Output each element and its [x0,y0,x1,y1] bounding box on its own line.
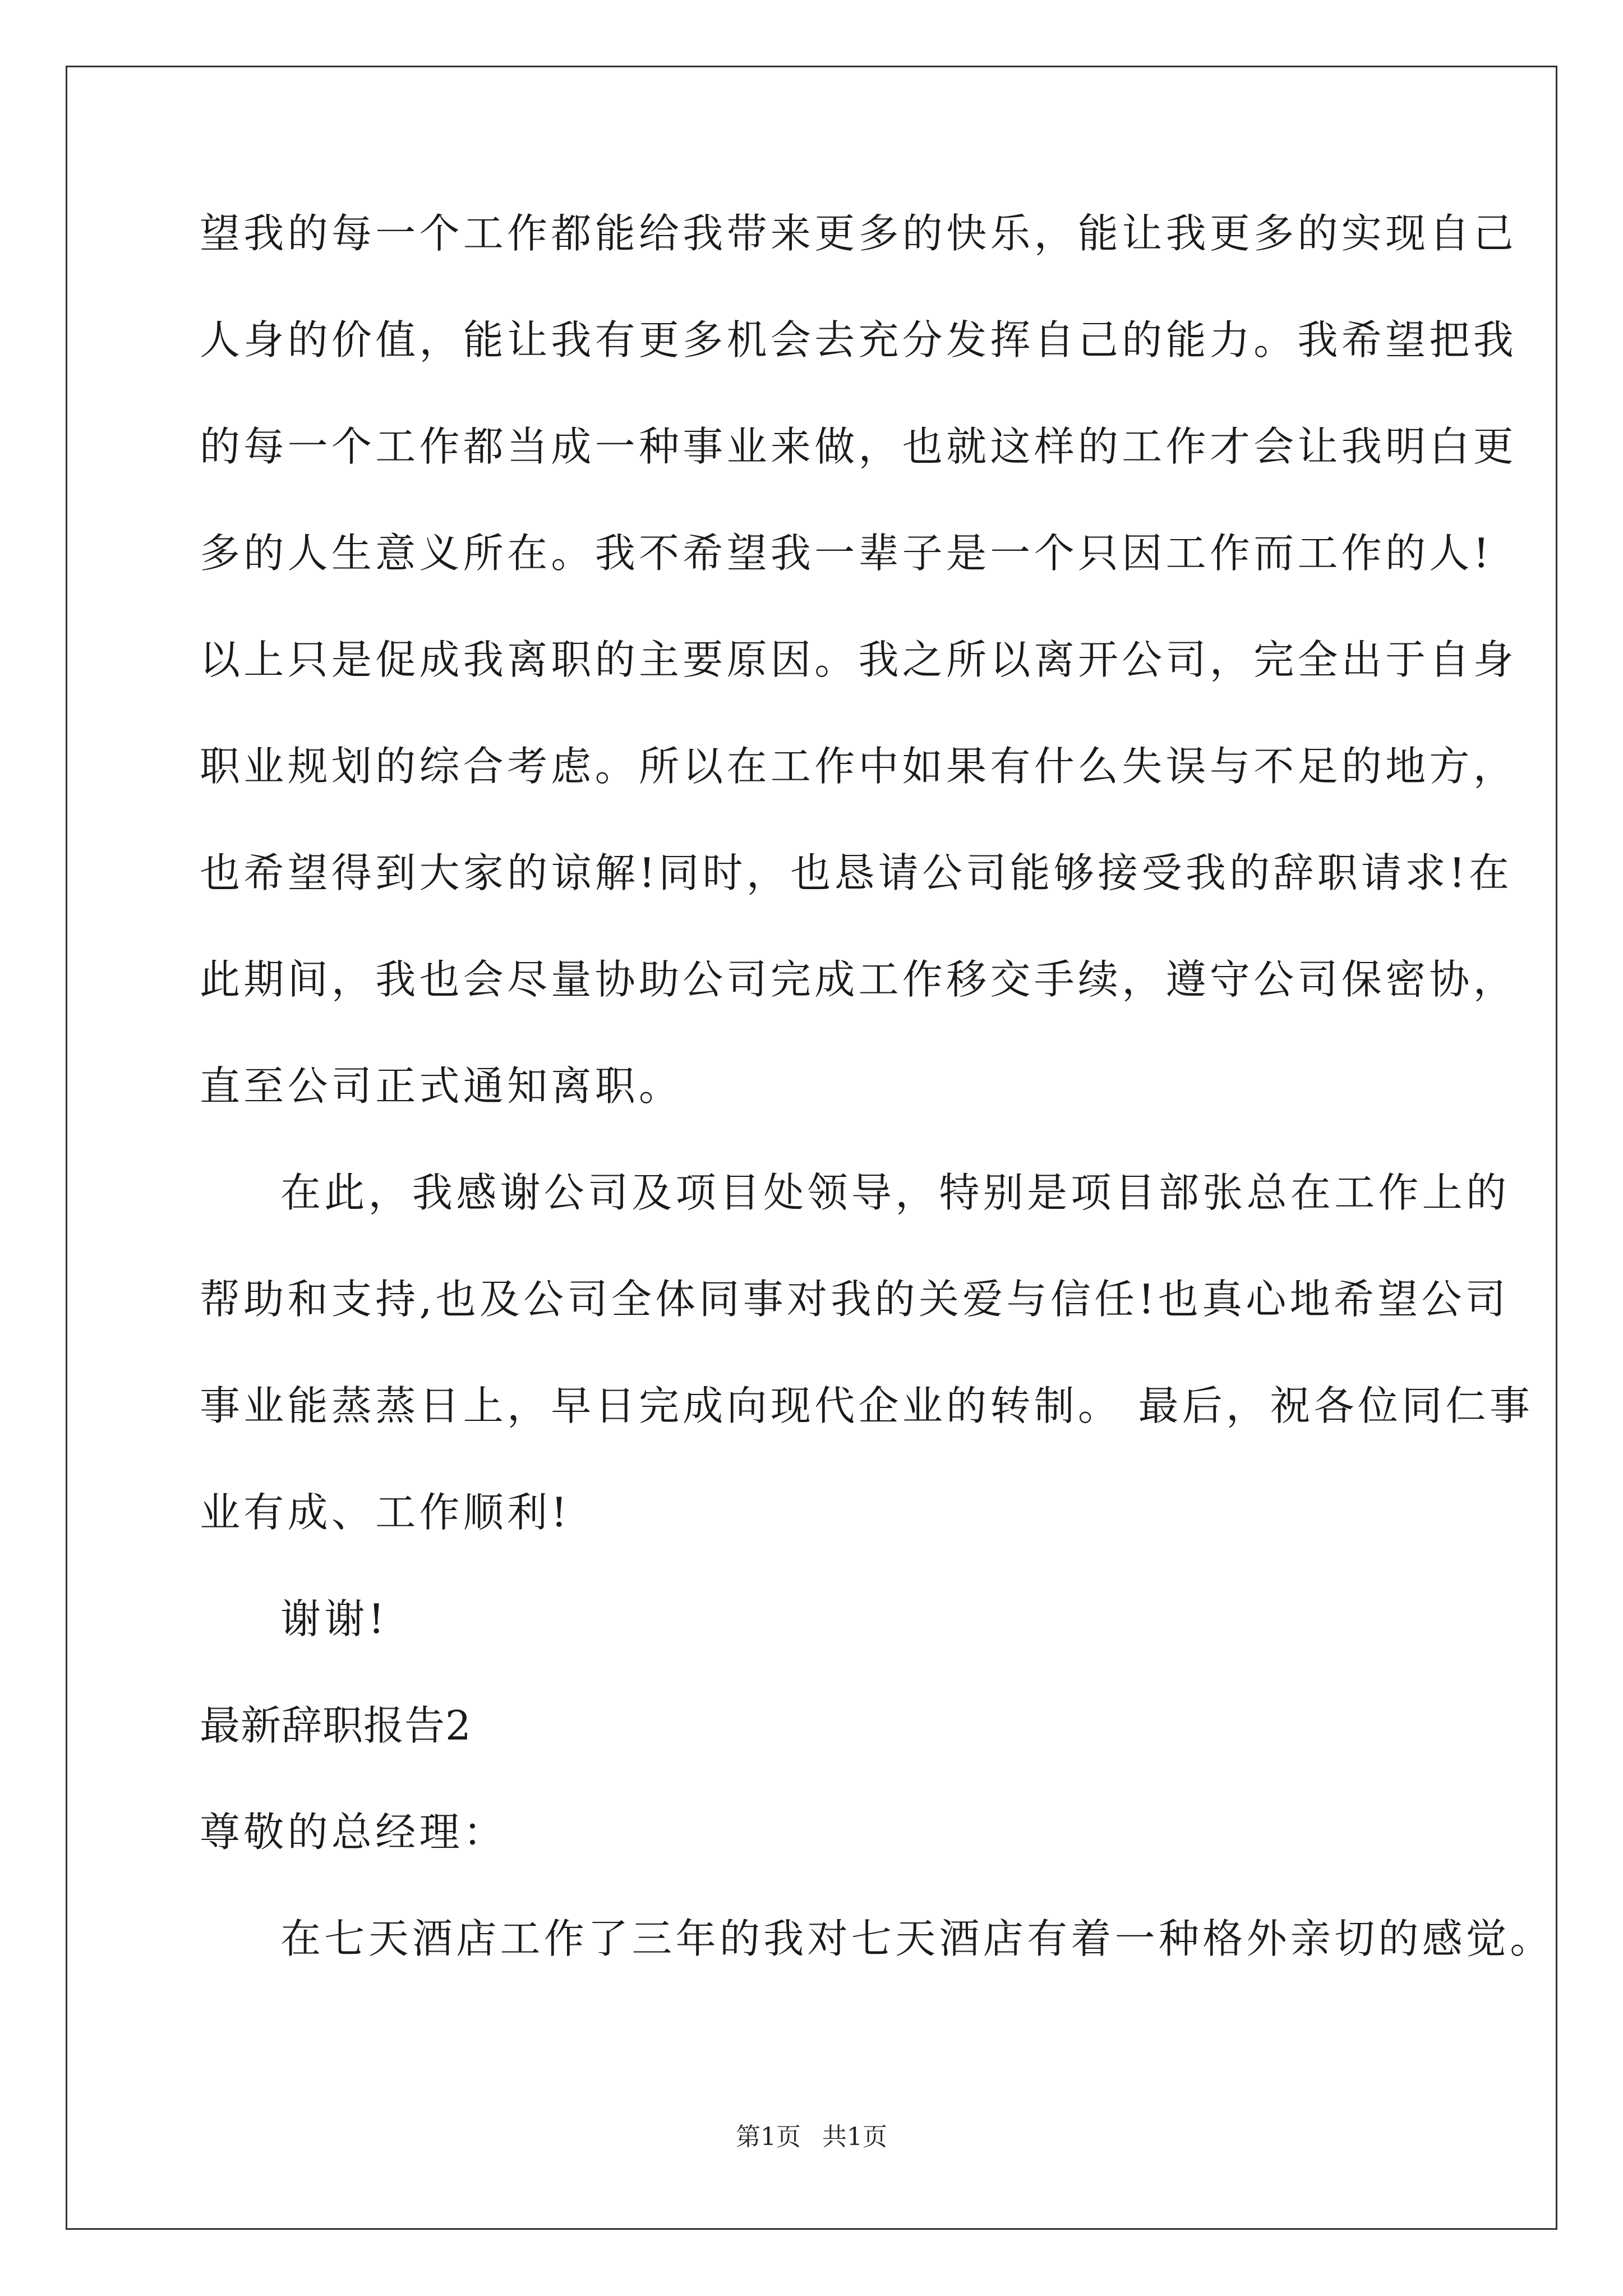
document-body [200,208,1554,2019]
body-line: 职业规划的综合考虑。所以在工作中如果有什么失误与不足的地方， [200,743,1518,790]
body-line: 此期间，我也会尽量协助公司完成工作移交手续，遵守公司保密协， [200,956,1518,1003]
body-line: 直至公司正式通知离职。 [200,1062,683,1110]
body-line: 望我的每一个工作都能给我带来更多的快乐，能让我更多的实现自己 [200,210,1518,257]
body-line: 在七天酒店工作了三年的我对七天酒店有着一种格外亲切的感觉。 [280,1915,1554,1962]
body-line: 也希望得到大家的谅解!同时，也恳请公司能够接受我的辞职请求!在 [200,849,1513,896]
page-footer [0,2120,1623,2154]
body-line: 多的人生意义所在。我不希望我一辈子是一个只因工作而工作的人! [200,530,1493,577]
body-line: 在此，我感谢公司及项目处领导，特别是项目部张总在工作上的 [280,1169,1510,1216]
body-line: 帮助和支持,也及公司全体同事对我的关爱与信任!也真心地希望公司 [200,1276,1510,1323]
salutation: 尊敬的总经理： [200,1809,508,1856]
body-line: 业有成、工作顺利! [200,1489,571,1536]
page-number: 第1页 [736,2123,801,2151]
body-line: 的每一个工作都当成一种事业来做，也就这样的工作才会让我明白更 [200,423,1518,470]
body-line: 人身的价值，能让我有更多机会去充分发挥自己的能力。我希望把我 [200,316,1518,364]
body-line: 以上只是促成我离职的主要原因。我之所以离开公司，完全出于自身 [200,636,1518,683]
page-total: 共1页 [822,2123,887,2151]
body-line: 谢谢! [280,1595,388,1642]
section-heading: 最新辞职报告2 [200,1702,472,1749]
body-line: 事业能蒸蒸日上，早日完成向现代企业的转制。 最后，祝各位同仁事 [200,1382,1534,1429]
